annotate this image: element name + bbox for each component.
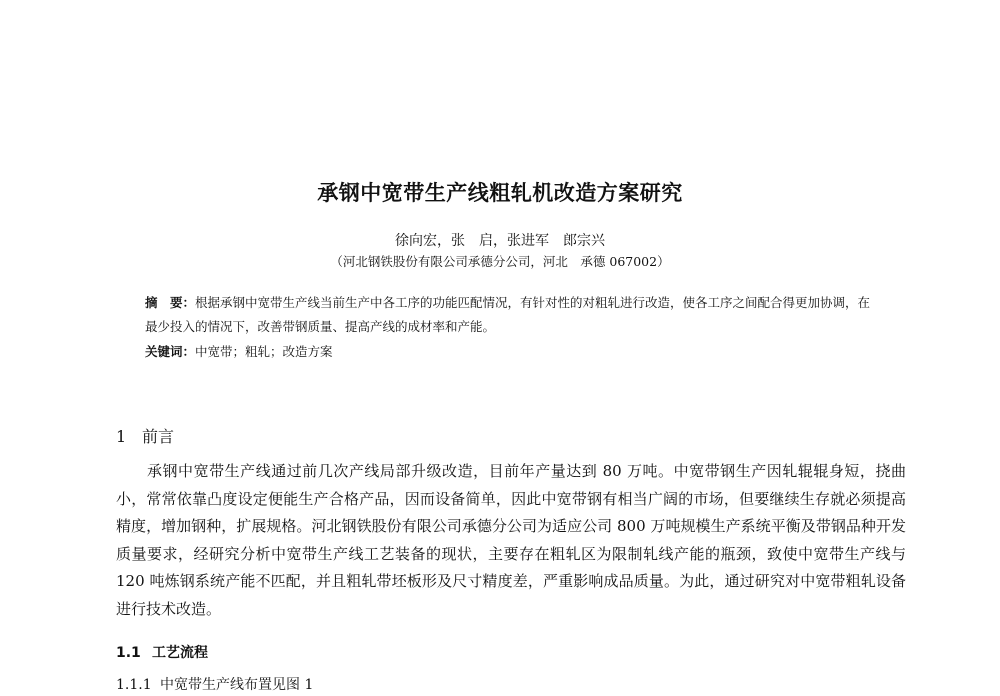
section-heading xyxy=(116,425,174,449)
abstract-text: 根据承钢中宽带生产线当前生产中各工序的功能匹配情况，有针对性的对粗轧进行改造，使各工序之间配合得更加协调，在最少投入的情况下，改善带钢质量、提高产线的成材率和产能。 xyxy=(145,295,871,334)
paper-title: 承钢中宽带生产线粗轧机改造方案研究 xyxy=(317,181,683,205)
keywords-text: 中宽带；粗轧；改造方案 xyxy=(195,344,333,359)
body-paragraph: 承钢中宽带生产线通过前几次产线局部升级改造，目前年产量达到 80 万吨。中宽带钢生产因轧辊辊身短，挠曲小，常常依靠凸度设定便能生产合格产品，因而设备简单，因此中宽带钢有相当广阔的市场，但要继续生存就必须提高精度，增加钢种，扩展规格。河北钢铁股份有限公司承德分公司为适应公司 800 万吨规模生产系统平衡及带钢品种开发质量要求，经研究分析中宽带生产线工艺装备的现状，主要存在粗轧区为限制轧线产能的瓶颈，致使中宽带生产线与 120 吨炼钢系统产能不匹配，并且粗轧带坯板形及尺寸精度差，严重影响成品质量。为此，通过研究对中宽带粗轧设备进行技术改造。 xyxy=(116,462,906,618)
subsubsection-line xyxy=(116,674,313,696)
subsubsection-text: 中宽带生产线布置见图 1 xyxy=(160,677,314,693)
abstract-label: 摘 要： xyxy=(145,295,196,310)
subsection-heading xyxy=(116,642,208,664)
subsubsection-number: 1.1.1 xyxy=(116,677,152,693)
abstract xyxy=(145,291,875,339)
section-number: 1 xyxy=(116,427,127,446)
keywords-label: 关键词： xyxy=(145,344,196,359)
keywords xyxy=(145,340,875,364)
paper-authors: 徐向宏，张 启，张进军 郎宗兴 xyxy=(395,233,605,249)
subsection-title: 工艺流程 xyxy=(152,645,208,661)
subsection-number: 1.1 xyxy=(116,645,141,661)
section-title: 前言 xyxy=(142,427,175,446)
paper-affiliation: （河北钢铁股份有限公司承德分公司，河北 承德 067002） xyxy=(330,254,670,269)
